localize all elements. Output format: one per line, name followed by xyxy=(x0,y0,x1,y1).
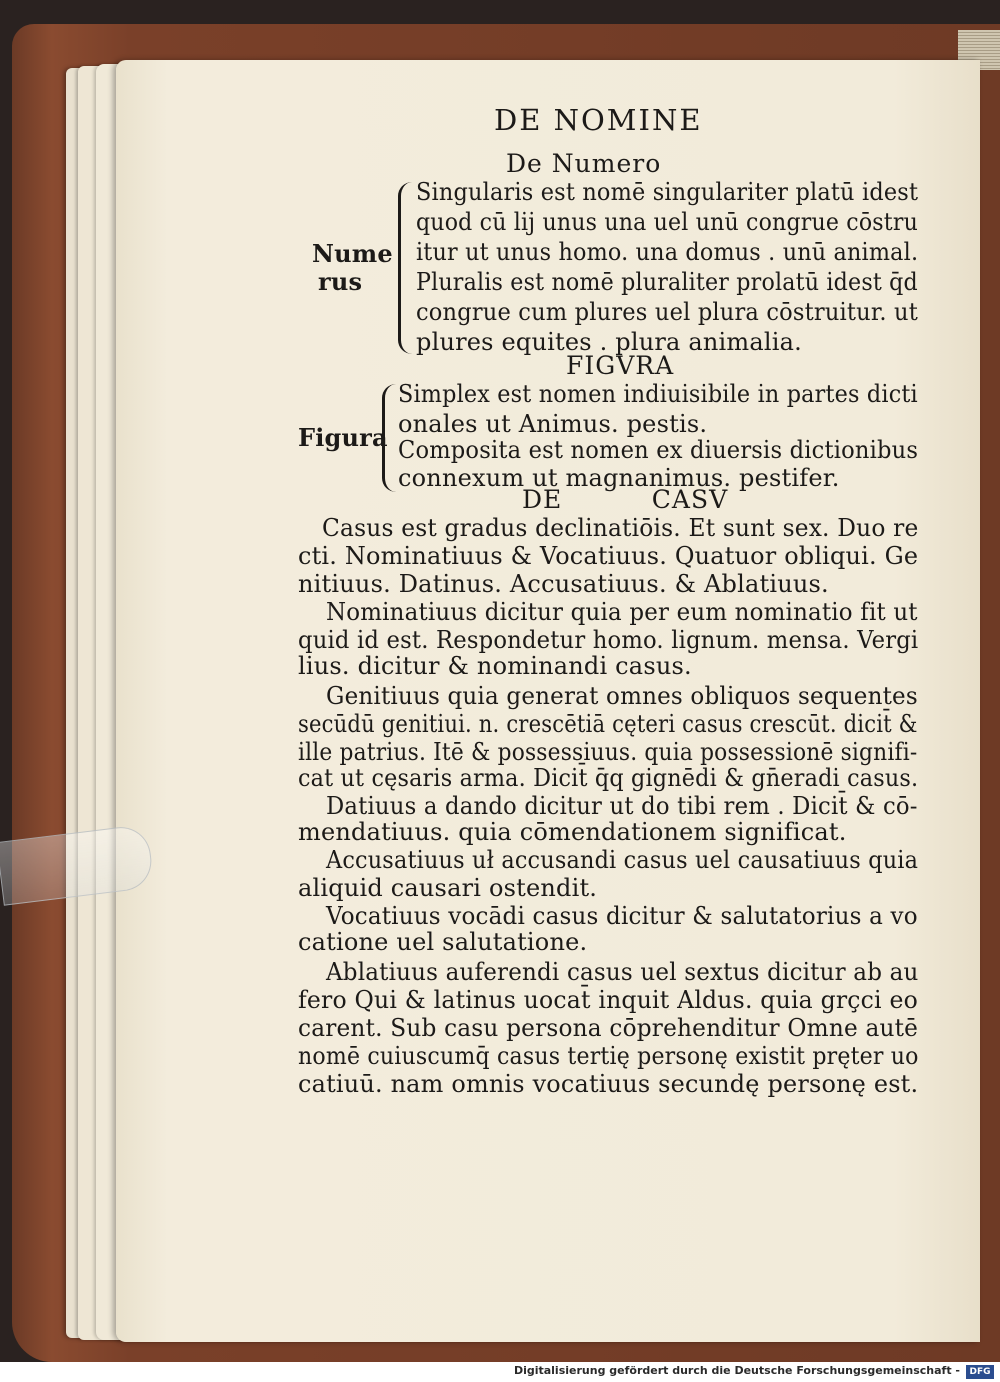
text-line: aliquid causari ostendit. xyxy=(298,874,598,902)
text-line: quid id est. Respondetur homo. lignum. mensa. Vergi xyxy=(298,626,919,654)
side-label-numerus: Nume xyxy=(312,239,393,268)
text-line: cti. Nominatiuus & Vocatiuus. Quatuor obliqui. Ge xyxy=(298,542,919,570)
text-line: fero Qui & latinus uocat̄ inquit Aldus. quia grçci eo xyxy=(298,986,918,1014)
text-line: secūdū genitiui. n. crescētiā cęteri casus crescūt. dicit̄ & xyxy=(298,710,918,738)
brace-figura xyxy=(382,384,399,492)
text-line: congrue cum plures uel plura cōstruitur. ut xyxy=(416,298,918,326)
text-line: Vocatiuus vocādi casus dicitur & salutatorius a vo xyxy=(326,902,918,930)
text-line: mendatiuus. quia cōmendationem significat. xyxy=(298,818,847,846)
text-line: Accusatiuus uł accusandi casus uel causatiuus quia xyxy=(326,846,919,874)
section-heading-numero: De Numero xyxy=(506,149,662,178)
text-line: connexum ut magnanimus. pestifer. xyxy=(398,464,840,492)
footer-bar xyxy=(0,1362,1000,1382)
text-line: Pluralis est nomē pluraliter prolatū idest q̄d xyxy=(416,268,918,296)
page-title: DE NOMINE xyxy=(494,103,703,137)
text-line: Ablatiuus auferendi casus uel sextus dicitur ab au xyxy=(326,958,919,986)
text-line: cat ut cęsaris arma. Dicit̄ q̄q gignēdi & gn̄eradi casus. xyxy=(298,764,919,792)
section-heading-casu: DE CASV xyxy=(522,485,729,514)
text-line: nomē cuiuscumq̄ casus tertię personę existit pręter uo xyxy=(298,1042,919,1070)
text-line: catiuū. nam omnis vocatiuus secundę personę est. xyxy=(298,1070,919,1098)
text-line: Singularis est nomē singulariter platū idest xyxy=(416,178,919,206)
side-label-numerus-cont: rus xyxy=(318,267,363,296)
footer-credit: Digitalisierung gefördert durch die Deutsche Forschungsgemeinschaft - xyxy=(513,1364,960,1377)
text-line: Casus est gradus declinatiōis. Et sunt sex. Duo re xyxy=(322,514,919,542)
text-line: lius. dicitur & nominandi casus. xyxy=(298,652,692,680)
text-line: Datiuus a dando dicitur ut do tibi rem . Dicit̄ & cō- xyxy=(326,792,918,820)
dfg-logo: DFG xyxy=(966,1365,994,1379)
text-line: catione uel salutatione. xyxy=(298,928,588,956)
brace-numerus xyxy=(398,182,415,354)
text-line: onales ut Animus. pestis. xyxy=(398,410,708,438)
text-line: quod cū lij unus una uel unū congrue cōstru xyxy=(416,208,918,236)
side-label-figura: Figura xyxy=(298,423,388,452)
text-line: Nominatiuus dicitur quia per eum nominatio fit ut xyxy=(326,598,918,626)
text-line: plures equites . plura animalia. xyxy=(416,328,802,356)
text-line: itur ut unus homo. una domus . unū animal. xyxy=(416,238,919,266)
text-line: ille patrius. Itē & possessiuus. quia possessionē signifi- xyxy=(298,738,918,766)
section-heading-figura: FIGVRA xyxy=(566,351,675,380)
text-line: nitiuus. Datinus. Accusatiuus. & Ablatiuus. xyxy=(298,570,829,598)
text-line: Simplex est nomen indiuisibile in partes dicti xyxy=(398,380,918,408)
text-line: Genitiuus quia generat omnes obliquos sequentes xyxy=(326,682,918,710)
text-line: Composita est nomen ex diuersis dictionibus xyxy=(398,436,919,464)
text-line: carent. Sub casu persona cōprehenditur Omne autē xyxy=(298,1014,919,1042)
